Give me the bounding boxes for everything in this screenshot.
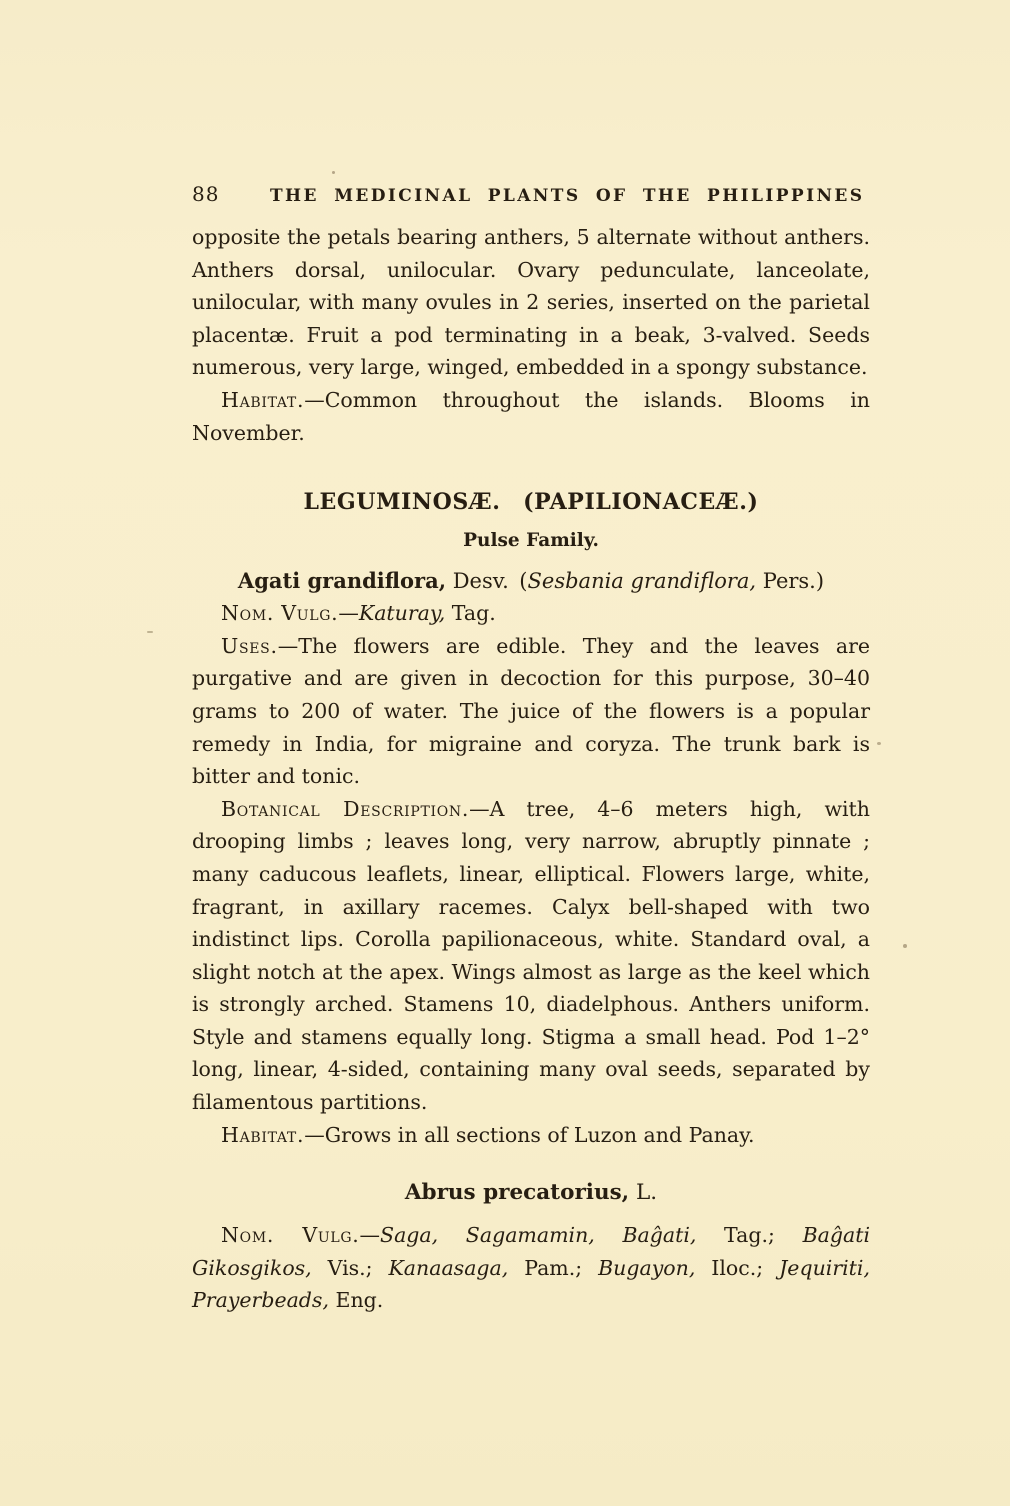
text-run: —The flowers are edible. They and the leaves are purgative and are given in decoction for this purpose, 30–40 grams to 200 of water. The juice of the flowers is a popular remedy in India, for migraine and coryza. The trunk bark is bitter and tonic.: [192, 633, 870, 789]
text-run: Nom. Vulg.: [221, 601, 339, 626]
body-paragraph: [192, 1219, 870, 1317]
family-subheading: [192, 527, 870, 555]
text-run: Agati grandiflora,: [237, 568, 447, 594]
paper-speck: [332, 171, 335, 174]
text-run: Sesbania grandiflora,: [527, 569, 757, 594]
page-header: [192, 182, 870, 206]
text-run: Iloc.;: [695, 1255, 780, 1280]
text-run: —Grows in all sections of Luzon and Panay.: [304, 1122, 755, 1147]
body-paragraph: [192, 630, 870, 793]
paper-speck: [147, 631, 153, 633]
text-run: Pulse Family.: [463, 530, 599, 552]
text-run: —: [359, 1223, 381, 1248]
body-paragraph: [192, 1119, 870, 1152]
text-run: Katuray,: [358, 601, 446, 626]
text-run: L.: [629, 1180, 658, 1206]
paper-speck: [903, 944, 907, 948]
text-run: Pers.): [756, 569, 825, 594]
text-run: Kanaasaga,: [388, 1255, 509, 1280]
family-heading: [192, 487, 870, 517]
text-run: Jequiriti, Prayerbeads,: [192, 1255, 870, 1313]
text-run: Vis.;: [311, 1255, 389, 1280]
species-heading: [192, 1177, 870, 1209]
text-run: Tag.;: [696, 1223, 803, 1248]
body-paragraph: [192, 384, 870, 449]
text-run: Habitat.: [221, 387, 305, 412]
text-run: Baĝati Gikosgikos,: [192, 1223, 871, 1280]
text-run: —: [338, 601, 359, 626]
body-paragraph: [192, 793, 870, 1119]
text-run: Botanical Description.: [221, 796, 470, 821]
text-run: —A tree, 4–6 meters high, with drooping limbs ; leaves long, very narrow, abruptly pinnate ; many caducous leaflets, linear, elliptical. Flowers large, white, fragrant, in axillary racemes. Calyx bell-shaped with two indistinct lips. Corolla papilionaceous, white. Standard oval, a slight notch at the apex. Wings almost as large as the keel which is strongly arched. Stamens 10, diadelphous. Anthers uniform. Style and stamens equally long. Stigma a small head. Pod 1–2° long, linear, 4-sided, containing many oval seeds, separated by filamentous partitions.: [192, 796, 870, 1115]
species-heading: [192, 565, 870, 597]
body-paragraph: [192, 221, 870, 384]
text-run: Nom. Vulg.: [221, 1223, 360, 1248]
text-run: Desv. (: [446, 569, 528, 594]
text-run: opposite the petals bearing anthers, 5 alternate without anthers. Anthers dorsal, unilocular. Ovary pedunculate, lanceolate, unilocular, with many ovules in 2 series, inserted on the parietal placentæ. Fruit a pod terminating in a beak, 3-valved. Seeds numerous, very large, winged, embedded in a spongy substance.: [192, 225, 870, 380]
text-run: Abrus precatorius,: [404, 1180, 630, 1206]
body-paragraph: [192, 597, 870, 630]
text-block: [192, 182, 870, 1317]
text-run: Bugayon,: [598, 1255, 696, 1280]
page-content: [192, 221, 870, 1317]
text-run: LEGUMINOSÆ. (PAPILIONACEÆ.): [303, 489, 759, 516]
page-number: 88: [192, 182, 220, 206]
text-run: Eng.: [328, 1288, 384, 1313]
text-run: —Common throughout the islands. Blooms in November.: [192, 387, 870, 445]
text-run: Pam.;: [508, 1255, 599, 1280]
text-run: Uses.: [221, 633, 278, 658]
text-run: Habitat.: [221, 1122, 305, 1147]
paper-speck: [877, 742, 881, 745]
text-run: Saga, Sagamamin, Baĝati,: [380, 1223, 697, 1248]
text-run: Tag.: [445, 601, 496, 626]
running-title: THE MEDICINAL PLANTS OF THE PHILIPPINES: [270, 186, 865, 206]
